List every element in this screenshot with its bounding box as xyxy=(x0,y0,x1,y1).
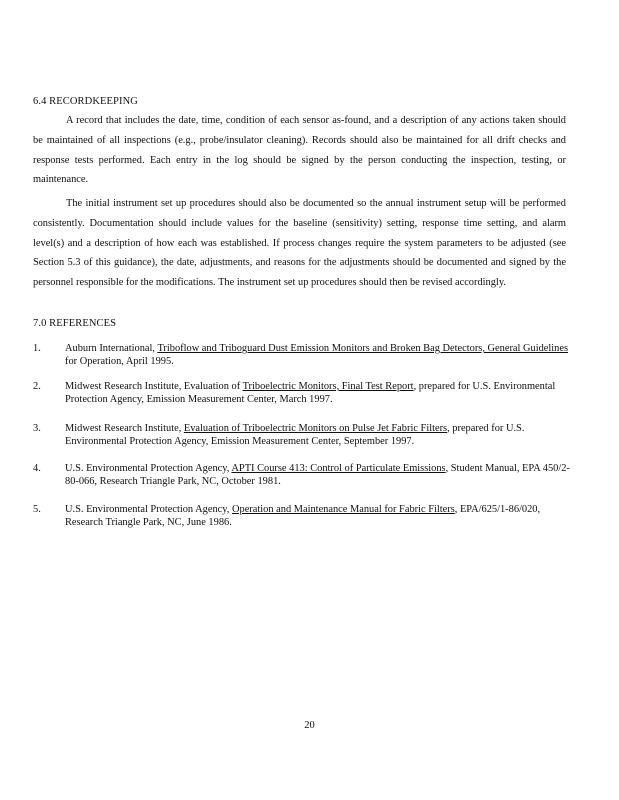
reference-title: Triboelectric Monitors, Final Test Report xyxy=(242,381,414,392)
paragraph-1-text: A record that includes the date, time, condition of each sensor as-found, and a description of any actions taken should be maintained of all inspections (e.g., probe/insulator cleaning). Records should also be maintained for all drift checks and response tests performed. Each entry in the log should be signed by the person conducting the inspection, testing, or maintenance. xyxy=(33,115,566,186)
reference-text xyxy=(65,380,570,406)
reference-pre: Midwest Research Institute, xyxy=(65,423,184,434)
reference-number: 3. xyxy=(33,423,41,434)
section-heading-recordkeeping: 6.4 RECORDKEEPING xyxy=(33,96,138,107)
reference-post: , Student Manual, EPA 450/2-80-066, Research Triangle Park, NC, October 1981. xyxy=(65,463,570,487)
reference-title: Evaluation of Triboelectric Monitors on Pulse Jet Fabric Filters xyxy=(183,423,448,434)
reference-text xyxy=(65,503,570,529)
reference-pre: Auburn International, xyxy=(65,343,158,354)
reference-post: for Operation, April 1995. xyxy=(65,356,174,367)
reference-title: Triboflow and Triboguard Dust Emission Monitors and Broken Bag Detectors, General Guidelines xyxy=(157,343,569,354)
reference-title: Operation and Maintenance Manual for Fabric Filters xyxy=(232,504,455,515)
reference-post: , EPA/625/1-86/020, Research Triangle Park, NC, June 1986. xyxy=(65,504,541,528)
recordkeeping-paragraph-1 xyxy=(33,111,566,190)
reference-pre: Midwest Research Institute, Evaluation of xyxy=(65,381,243,392)
reference-text xyxy=(65,422,570,448)
paragraph-2-text: The initial instrument set up procedures should also be documented so the annual instrument setup will be performed consistently. Documentation should include values for the baseline (sensitivity) setting, response time setting, and alarm level(s) and a description of how each was established. If process changes require the system parameters to be adjusted (see Section 5.3 of this guidance), the date, adjustments, and reasons for the adjustments should be documented and signed by the personnel responsible for the modifications. The instrument set up procedures should then be revised accordingly. xyxy=(33,198,566,289)
section-heading-references: 7.0 REFERENCES xyxy=(33,318,117,329)
reference-text xyxy=(65,342,570,368)
reference-pre: U.S. Environmental Protection Agency, xyxy=(65,463,232,474)
recordkeeping-paragraph-2 xyxy=(33,194,566,293)
reference-pre: U.S. Environmental Protection Agency, xyxy=(65,504,232,515)
reference-number: 2. xyxy=(33,381,41,392)
reference-post: , prepared for U.S. Environmental Protection Agency, Emission Measurement Center, September 1997. xyxy=(65,423,525,447)
reference-number: 4. xyxy=(33,463,41,474)
reference-title: APTI Course 413: Control of Particulate Emissions xyxy=(231,463,446,474)
page-number: 20 xyxy=(304,720,315,731)
reference-number: 1. xyxy=(33,343,41,354)
reference-text xyxy=(65,462,570,488)
reference-post: , prepared for U.S. Environmental Protection Agency, Emission Measurement Center, March 1997. xyxy=(65,381,556,405)
reference-number: 5. xyxy=(33,504,41,515)
